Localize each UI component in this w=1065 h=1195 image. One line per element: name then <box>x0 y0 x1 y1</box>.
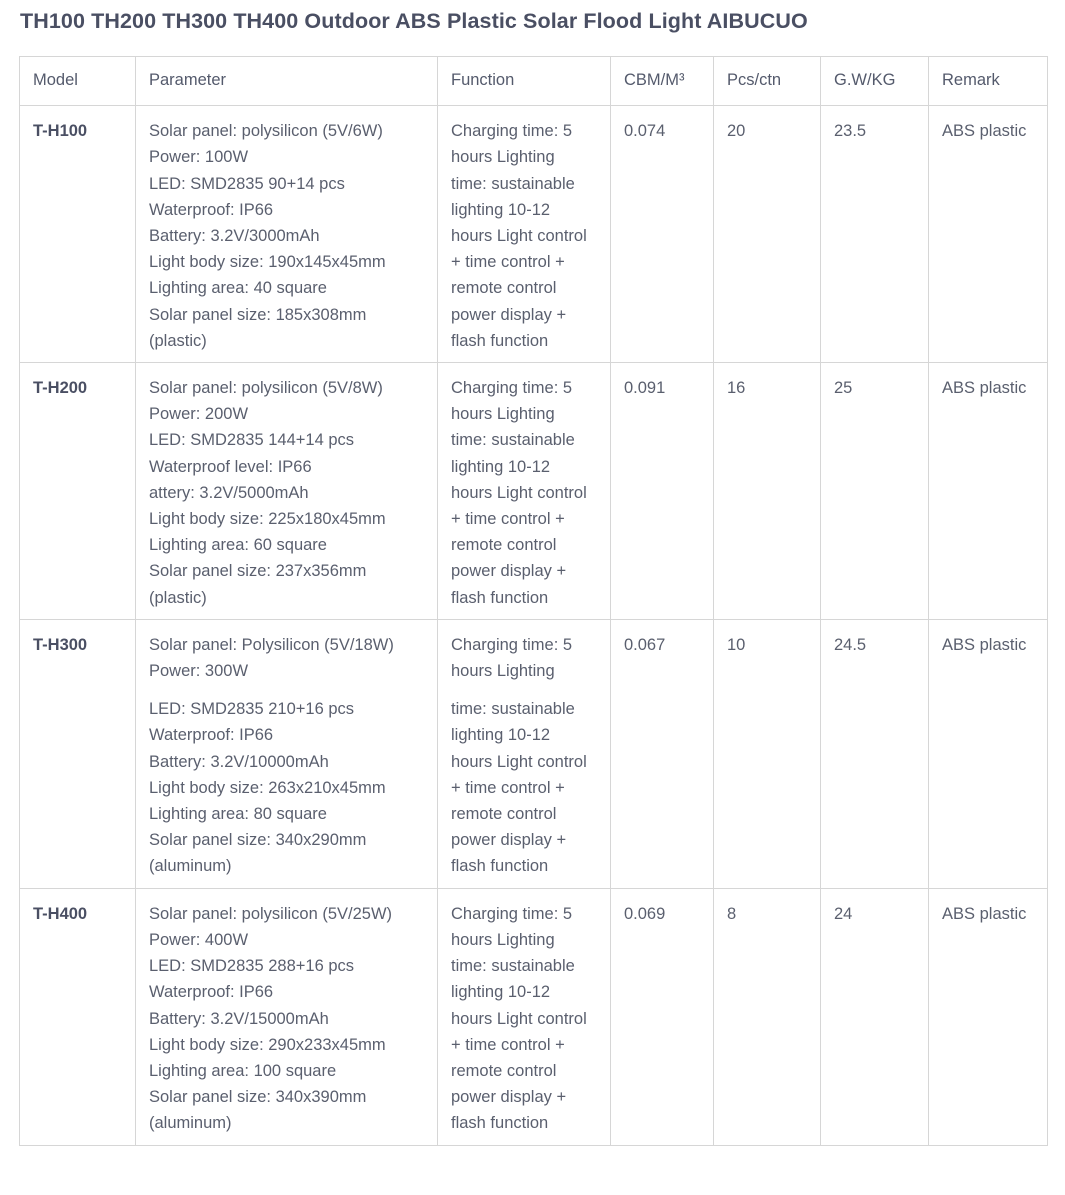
model-cell: T-H400 <box>20 888 136 1145</box>
parameter-line: Solar panel size: 340x390mm <box>149 1088 367 1107</box>
cbm-cell: 0.067 <box>611 619 714 888</box>
parameter-line: Power: 300W <box>149 662 249 681</box>
header-function: Function <box>438 57 611 106</box>
function-line: lighting 10-12 <box>451 200 551 219</box>
parameter-line: Battery: 3.2V/10000mAh <box>149 752 329 771</box>
function-line: lighting 10-12 <box>451 726 551 745</box>
function-line: hours Light control <box>451 752 587 771</box>
header-cbm: CBM/M³ <box>611 57 714 106</box>
parameter-line: Light body size: 263x210x45mm <box>149 778 386 797</box>
seam-spacer <box>451 684 598 696</box>
header-pcs-per-carton: Pcs/ctn <box>714 57 821 106</box>
function-line: hours Light control <box>451 483 587 502</box>
page-title: TH100 TH200 TH300 TH400 Outdoor ABS Plastic Solar Flood Light AIBUCUO <box>20 9 808 33</box>
function-line: + time control + <box>451 778 565 797</box>
parameter-line: Light body size: 190x145x45mm <box>149 253 386 272</box>
parameter-line: Solar panel: polysilicon (5V/6W) <box>149 122 383 141</box>
function-line: remote control <box>451 536 557 555</box>
parameter-line: Battery: 3.2V/3000mAh <box>149 227 320 246</box>
parameter-line: Light body size: 225x180x45mm <box>149 510 386 529</box>
header-model: Model <box>20 57 136 106</box>
function-line: lighting 10-12 <box>451 457 551 476</box>
parameter-line: Solar panel: polysilicon (5V/25W) <box>149 904 393 923</box>
parameter-line: Solar panel size: 185x308mm <box>149 305 367 324</box>
function-line: hours Light control <box>451 1009 587 1028</box>
function-line: flash function <box>451 857 549 876</box>
parameter-line: Power: 200W <box>149 405 249 424</box>
table-row <box>20 619 1048 888</box>
function-line: Charging time: 5 <box>451 379 573 398</box>
parameter-line: Battery: 3.2V/15000mAh <box>149 1009 329 1028</box>
model-cell: T-H100 <box>20 106 136 363</box>
parameter-line: Waterproof: IP66 <box>149 983 274 1002</box>
parameter-line: Solar panel: Polysilicon (5V/18W) <box>149 635 394 654</box>
parameter-line: (plastic) <box>149 588 207 607</box>
parameter-line: Waterproof: IP66 <box>149 726 274 745</box>
header-gross-weight: G.W/KG <box>821 57 929 106</box>
parameter-line: Power: 100W <box>149 148 249 167</box>
gross-weight-cell: 23.5 <box>821 106 929 363</box>
parameter-line: Light body size: 290x233x45mm <box>149 1035 386 1054</box>
function-line: remote control <box>451 1061 557 1080</box>
function-line: power display + <box>451 562 567 581</box>
table-header-row <box>20 57 1048 106</box>
function-cell <box>438 363 611 620</box>
parameter-line: Solar panel size: 237x356mm <box>149 562 367 581</box>
function-line: flash function <box>451 331 549 350</box>
function-line: power display + <box>451 831 567 850</box>
parameter-line: Solar panel size: 340x290mm <box>149 831 367 850</box>
parameter-cell <box>136 888 438 1145</box>
function-line: lighting 10-12 <box>451 983 551 1002</box>
function-line: flash function <box>451 1114 549 1133</box>
table-row <box>20 106 1048 363</box>
pcs-per-carton-cell: 20 <box>714 106 821 363</box>
remark-cell: ABS plastic <box>929 888 1048 1145</box>
function-line: remote control <box>451 805 557 824</box>
function-line: hours Light control <box>451 227 587 246</box>
parameter-line: LED: SMD2835 144+14 pcs <box>149 431 355 450</box>
function-line: power display + <box>451 305 567 324</box>
pcs-per-carton-cell: 16 <box>714 363 821 620</box>
product-spec-table <box>19 56 1048 1146</box>
parameter-line: Waterproof: IP66 <box>149 200 274 219</box>
function-line: Charging time: 5 <box>451 635 573 654</box>
seam-spacer <box>149 684 425 696</box>
parameter-line: Lighting area: 80 square <box>149 805 327 824</box>
cbm-cell: 0.091 <box>611 363 714 620</box>
parameter-cell <box>136 619 438 888</box>
function-cell <box>438 106 611 363</box>
remark-cell: ABS plastic <box>929 106 1048 363</box>
parameter-line: Waterproof level: IP66 <box>149 457 312 476</box>
parameter-line: LED: SMD2835 288+16 pcs <box>149 957 355 976</box>
parameter-cell <box>136 106 438 363</box>
gross-weight-cell: 24 <box>821 888 929 1145</box>
header-remark: Remark <box>929 57 1048 106</box>
parameter-line: (aluminum) <box>149 1114 232 1133</box>
function-line: time: sustainable <box>451 700 575 719</box>
function-line: + time control + <box>451 1035 565 1054</box>
header-parameter: Parameter <box>136 57 438 106</box>
function-cell <box>438 888 611 1145</box>
table-row <box>20 363 1048 620</box>
parameter-line: attery: 3.2V/5000mAh <box>149 483 309 502</box>
function-line: Charging time: 5 <box>451 122 573 141</box>
cbm-cell: 0.069 <box>611 888 714 1145</box>
parameter-line: LED: SMD2835 90+14 pcs <box>149 174 345 193</box>
function-line: flash function <box>451 588 549 607</box>
table-row <box>20 888 1048 1145</box>
parameter-line: LED: SMD2835 210+16 pcs <box>149 700 355 719</box>
parameter-line: (aluminum) <box>149 857 232 876</box>
function-line: power display + <box>451 1088 567 1107</box>
function-line: + time control + <box>451 510 565 529</box>
function-line: remote control <box>451 279 557 298</box>
pcs-per-carton-cell: 8 <box>714 888 821 1145</box>
function-line: Charging time: 5 <box>451 904 573 923</box>
function-line: time: sustainable <box>451 174 575 193</box>
parameter-line: Lighting area: 60 square <box>149 536 327 555</box>
parameter-cell <box>136 363 438 620</box>
pcs-per-carton-cell: 10 <box>714 619 821 888</box>
model-cell: T-H300 <box>20 619 136 888</box>
remark-cell: ABS plastic <box>929 363 1048 620</box>
parameter-line: Lighting area: 100 square <box>149 1061 337 1080</box>
parameter-line: Power: 400W <box>149 930 249 949</box>
function-line: hours Lighting <box>451 148 555 167</box>
function-line: hours Lighting <box>451 405 555 424</box>
function-line: time: sustainable <box>451 431 575 450</box>
function-line: hours Lighting <box>451 930 555 949</box>
parameter-line: (plastic) <box>149 331 207 350</box>
parameter-line: Solar panel: polysilicon (5V/8W) <box>149 379 383 398</box>
function-line: hours Lighting <box>451 662 555 681</box>
cbm-cell: 0.074 <box>611 106 714 363</box>
function-line: + time control + <box>451 253 565 272</box>
function-line: time: sustainable <box>451 957 575 976</box>
gross-weight-cell: 24.5 <box>821 619 929 888</box>
model-cell: T-H200 <box>20 363 136 620</box>
parameter-line: Lighting area: 40 square <box>149 279 327 298</box>
function-cell <box>438 619 611 888</box>
gross-weight-cell: 25 <box>821 363 929 620</box>
remark-cell: ABS plastic <box>929 619 1048 888</box>
